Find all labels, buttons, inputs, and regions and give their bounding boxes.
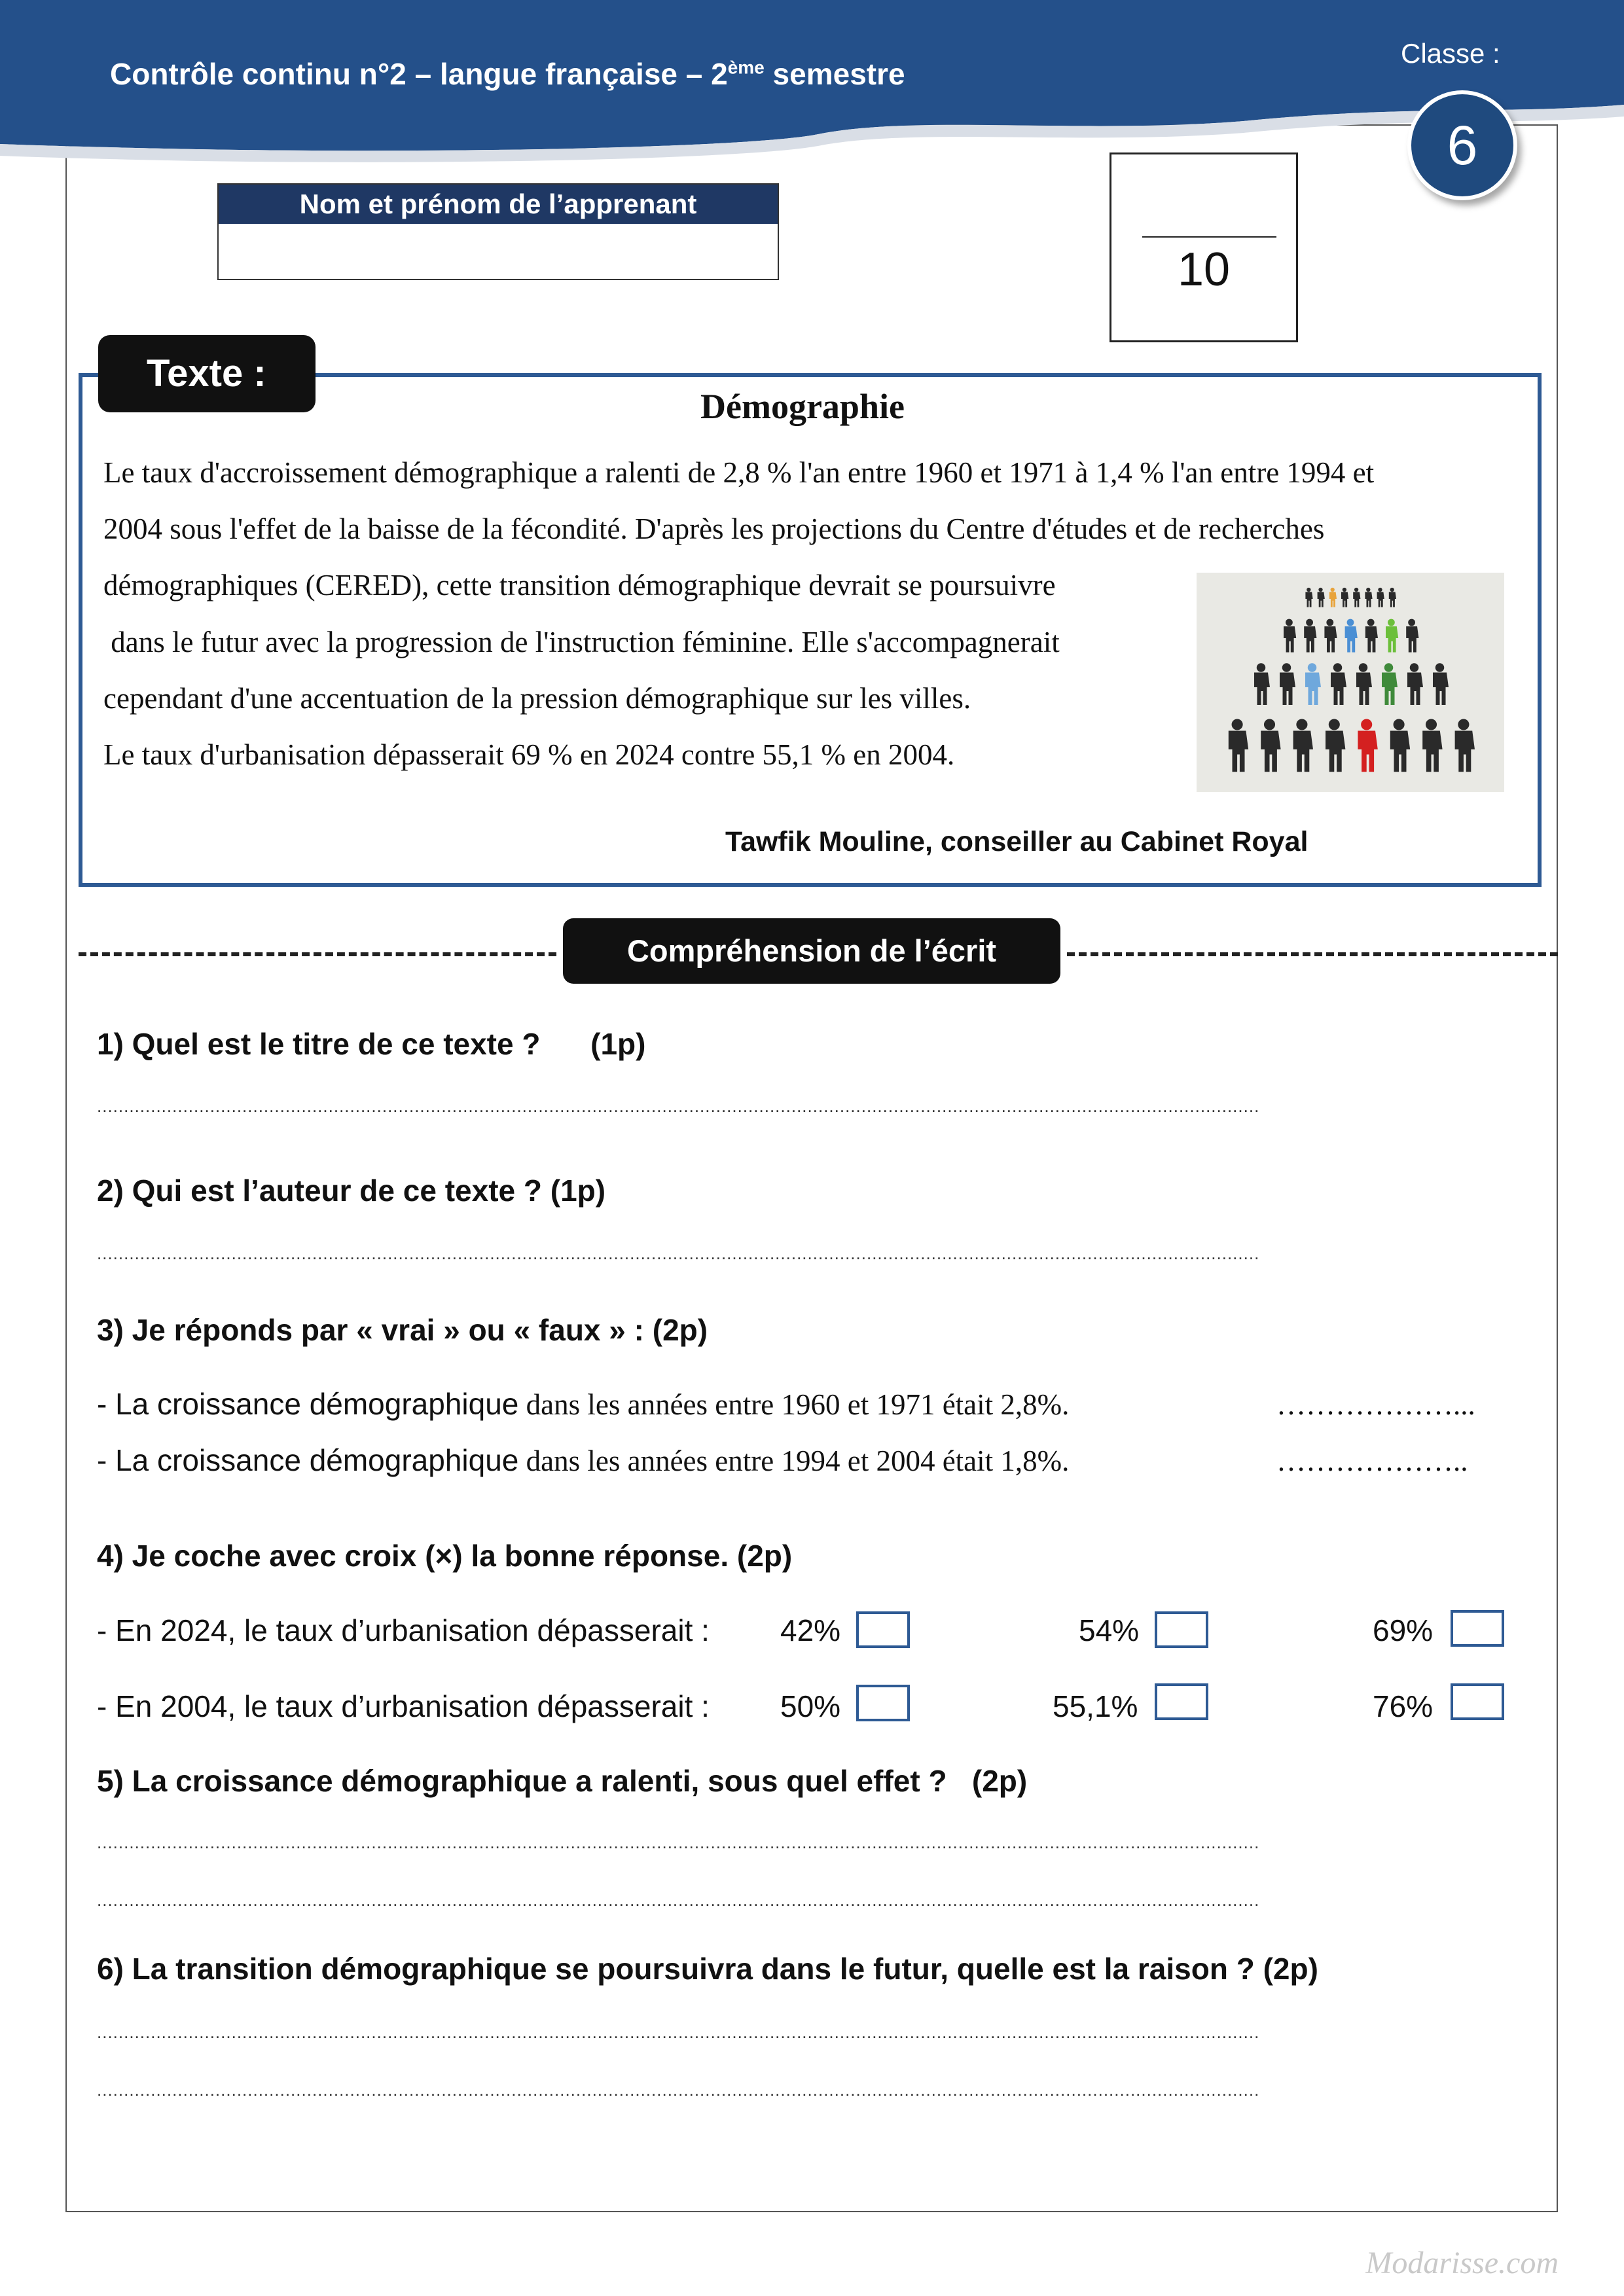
person-icon — [1329, 588, 1337, 607]
question-5: 5) La croissance démographique a ralenti, sous quel effet ? (2p) — [97, 1764, 1028, 1798]
person-icon — [1353, 588, 1360, 607]
question-2: 2) Qui est l’auteur de ce texte ? (1p) — [97, 1174, 606, 1208]
true-false-answer[interactable]: ……………….. — [1276, 1444, 1468, 1477]
section-divider — [79, 952, 556, 956]
person-icon — [1261, 719, 1280, 772]
option-checkbox[interactable] — [1451, 1683, 1504, 1720]
question-4: 4) Je coche avec croix (×) la bonne réponse. (2p) — [97, 1539, 793, 1573]
person-icon — [1382, 663, 1398, 705]
class-label: Classe : — [1401, 38, 1500, 69]
answer-line[interactable]: ........................................................................................................................................................................................................................ — [97, 1096, 1260, 1116]
person-icon — [1406, 619, 1418, 653]
student-name-box — [217, 183, 779, 280]
option-checkbox[interactable] — [1155, 1611, 1208, 1648]
text-line: 2004 sous l'effet de la baisse de la fécondité. D'après les projections du Centre d'études et de recherches — [103, 512, 1325, 545]
question-6: 6) La transition démographique se poursuivra dans le futur, quelle est la raison ? (2p) — [97, 1952, 1318, 1986]
option-checkbox[interactable] — [1155, 1683, 1208, 1720]
text-section-label: Texte : — [98, 335, 316, 412]
answer-line[interactable]: ........................................................................................................................................................................................................................ — [97, 1890, 1260, 1910]
true-false-item: - La croissance démographique dans les années entre 1994 et 2004 était 1,8%. — [97, 1443, 1070, 1477]
person-icon — [1305, 663, 1321, 705]
person-icon — [1331, 663, 1346, 705]
person-icon — [1229, 719, 1248, 772]
text-line: démographiques (CERED), cette transition démographique devrait se poursuivre — [103, 569, 1056, 601]
urbanisation-2024-label: - En 2024, le taux d’urbanisation dépasserait : — [97, 1613, 710, 1647]
question-3: 3) Je réponds par « vrai » ou « faux » : (2p) — [97, 1313, 708, 1347]
question-1: 1) Quel est le titre de ce texte ? (1p) — [97, 1027, 646, 1061]
person-icon — [1386, 619, 1398, 653]
person-icon — [1389, 588, 1396, 607]
comprehension-label: Compréhension de l’écrit — [563, 918, 1060, 984]
section-divider — [1067, 952, 1558, 956]
header-title: Contrôle continu n°2 – langue française – 2ème semestre — [110, 57, 905, 91]
person-icon — [1407, 663, 1423, 705]
person-icon — [1318, 588, 1325, 607]
person-icon — [1341, 588, 1348, 607]
text-author: Tawfik Mouline, conseiller au Cabinet Royal — [725, 826, 1308, 857]
score-denominator: 10 — [1177, 243, 1231, 296]
person-icon — [1254, 663, 1270, 705]
person-icon — [1455, 719, 1475, 772]
population-pyramid-icon — [1197, 573, 1504, 792]
option-label: 55,1% — [1053, 1689, 1138, 1723]
urbanisation-2004-label: - En 2004, le taux d’urbanisation dépasserait : — [97, 1689, 710, 1723]
option-checkbox[interactable] — [1451, 1610, 1504, 1647]
answer-line[interactable]: ........................................................................................................................................................................................................................ — [97, 1244, 1260, 1263]
person-icon — [1304, 619, 1316, 653]
person-icon — [1365, 588, 1372, 607]
option-label: 50% — [780, 1689, 841, 1723]
text-line: cependant d'une accentuation de la pression démographique sur les villes. — [103, 682, 971, 715]
option-label: 76% — [1373, 1689, 1434, 1723]
option-checkbox[interactable] — [856, 1611, 910, 1648]
person-icon — [1356, 663, 1372, 705]
option-checkbox[interactable] — [856, 1685, 910, 1721]
answer-line[interactable]: ........................................................................................................................................................................................................................ — [97, 1833, 1260, 1852]
option-label: 54% — [1079, 1613, 1140, 1647]
person-icon — [1284, 619, 1296, 653]
true-false-answer[interactable]: ………………... — [1276, 1388, 1475, 1421]
true-false-item: - La croissance démographique dans les années entre 1960 et 1971 était 2,8%. — [97, 1387, 1070, 1421]
person-icon — [1326, 719, 1345, 772]
score-box — [1110, 152, 1298, 342]
person-icon — [1422, 719, 1442, 772]
person-icon — [1365, 619, 1378, 653]
text-title: Démographie — [700, 387, 905, 426]
person-icon — [1293, 719, 1313, 772]
person-icon — [1433, 663, 1449, 705]
score-fraction-line — [1142, 236, 1276, 238]
class-badge: 6 — [1407, 90, 1517, 200]
answer-line[interactable]: ........................................................................................................................................................................................................................ — [97, 2022, 1260, 2042]
student-name-heading: Nom et prénom de l’apprenant — [219, 185, 778, 224]
person-icon — [1324, 619, 1337, 653]
answer-line[interactable]: ........................................................................................................................................................................................................................ — [97, 2080, 1260, 2100]
option-label: 42% — [780, 1613, 841, 1647]
text-line: Le taux d'accroissement démographique a ralenti de 2,8 % l'an entre 1960 et 1971 à 1,4 % l'an entre 1994 et — [103, 456, 1375, 489]
text-line: Le taux d'urbanisation dépasserait 69 % en 2024 contre 55,1 % en 2004. — [103, 738, 955, 771]
person-icon — [1345, 619, 1358, 653]
student-name-field[interactable] — [219, 224, 778, 279]
person-icon — [1377, 588, 1384, 607]
person-icon — [1280, 663, 1295, 705]
person-icon — [1305, 588, 1312, 607]
watermark: Modarisse.com — [1365, 2246, 1559, 2280]
person-icon — [1390, 719, 1410, 772]
person-icon — [1358, 719, 1377, 772]
text-line: dans le futur avec la progression de l'instruction féminine. Elle s'accompagnerait — [103, 626, 1060, 658]
option-label: 69% — [1373, 1613, 1434, 1647]
